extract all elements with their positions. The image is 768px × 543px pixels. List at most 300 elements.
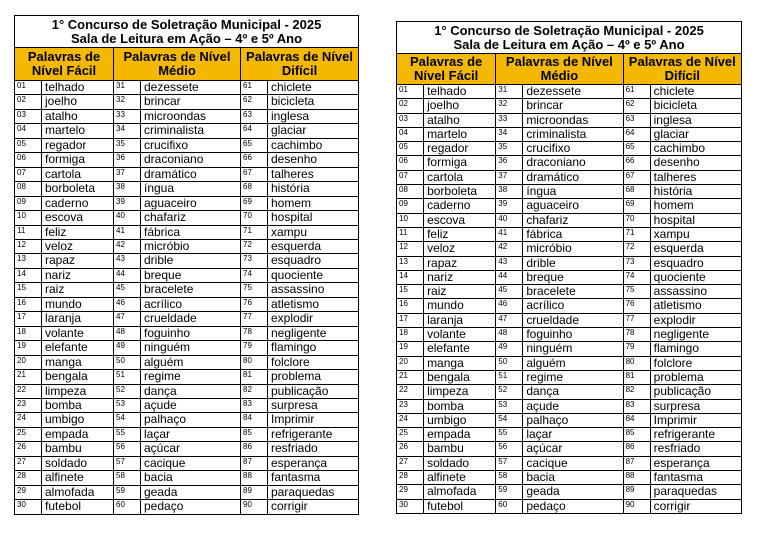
word-number: 75 <box>241 283 268 297</box>
word-number: 59 <box>496 485 523 499</box>
word-cell: nariz <box>42 268 114 282</box>
word-number: 33 <box>496 113 523 127</box>
word-number: 07 <box>397 170 424 184</box>
word-number: 61 <box>241 81 268 95</box>
word-cell: feliz <box>42 225 114 239</box>
word-number: 46 <box>114 297 141 311</box>
table-row <box>397 142 742 156</box>
word-cell: laranja <box>424 313 496 327</box>
word-cell: draconiano <box>141 153 241 167</box>
word-number: 29 <box>15 485 42 499</box>
word-cell: esperança <box>650 456 741 470</box>
word-number: 12 <box>397 242 424 256</box>
table-row <box>15 326 359 340</box>
word-number: 89 <box>241 485 268 499</box>
word-number: 06 <box>15 153 42 167</box>
word-number: 88 <box>241 471 268 485</box>
word-number: 60 <box>496 499 523 513</box>
word-cell: flamingo <box>268 341 359 355</box>
word-cell: mundo <box>424 299 496 313</box>
word-number: 26 <box>397 442 424 456</box>
word-number: 21 <box>397 370 424 384</box>
table-title <box>15 16 359 48</box>
word-number: 47 <box>114 312 141 326</box>
word-number: 90 <box>241 500 268 514</box>
word-cell: manga <box>42 355 114 369</box>
word-number: 43 <box>114 254 141 268</box>
word-cell: bambu <box>42 442 114 456</box>
word-cell: homem <box>268 196 359 210</box>
word-number: 71 <box>241 225 268 239</box>
word-number: 63 <box>241 109 268 123</box>
table-row <box>15 268 359 282</box>
word-cell: açude <box>141 398 241 412</box>
word-cell: chiclete <box>650 85 741 99</box>
word-cell: bracelete <box>141 283 241 297</box>
word-cell: inglesa <box>268 109 359 123</box>
contest-title: 1° Concurso de Soletração Municipal - 2025 <box>51 16 322 32</box>
word-number: 28 <box>397 471 424 485</box>
word-cell: publicação <box>650 385 741 399</box>
table-row <box>15 211 359 225</box>
word-number: 82 <box>623 385 650 399</box>
word-number: 29 <box>397 485 424 499</box>
word-number: 47 <box>496 313 523 327</box>
word-cell: cartola <box>42 167 114 181</box>
word-cell: regador <box>42 138 114 152</box>
table-row <box>397 242 742 256</box>
word-number: 89 <box>623 485 650 499</box>
table-row <box>15 384 359 398</box>
word-cell: fábrica <box>523 227 623 241</box>
word-number: 07 <box>15 167 42 181</box>
word-number: 02 <box>15 95 42 109</box>
word-number: 52 <box>496 385 523 399</box>
table-row <box>15 196 359 210</box>
word-number: 09 <box>397 199 424 213</box>
word-number: 30 <box>15 500 42 514</box>
word-cell: crucifixo <box>523 142 623 156</box>
word-cell: dezessete <box>523 85 623 99</box>
word-cell: bicicleta <box>268 95 359 109</box>
word-cell: ninguém <box>141 341 241 355</box>
word-number: 01 <box>397 85 424 99</box>
word-cell: rapaz <box>42 254 114 268</box>
word-number: 31 <box>496 85 523 99</box>
word-cell: joelho <box>42 95 114 109</box>
table-row <box>15 485 359 499</box>
word-cell: esquadro <box>650 256 741 270</box>
word-number: 04 <box>397 127 424 141</box>
word-cell: martelo <box>42 124 114 138</box>
table-row <box>397 485 742 499</box>
word-number: 31 <box>114 81 141 95</box>
table-row <box>397 370 742 384</box>
word-cell: aguaceiro <box>523 199 623 213</box>
word-number: 64 <box>241 124 268 138</box>
word-cell: brincar <box>523 99 623 113</box>
word-number: 44 <box>496 270 523 284</box>
word-cell: dramático <box>141 167 241 181</box>
word-cell: bacia <box>523 471 623 485</box>
word-cell: formiga <box>42 153 114 167</box>
word-cell: homem <box>650 199 741 213</box>
word-cell: atletismo <box>268 297 359 311</box>
word-cell: palhaço <box>523 413 623 427</box>
table-row <box>15 95 359 109</box>
word-cell: alfinete <box>424 471 496 485</box>
word-cell: Imprimir <box>650 413 741 427</box>
word-number: 76 <box>623 299 650 313</box>
word-cell: problema <box>650 370 741 384</box>
table-row <box>397 499 742 513</box>
word-number: 58 <box>114 471 141 485</box>
word-number: 10 <box>397 213 424 227</box>
word-number: 32 <box>496 99 523 113</box>
word-cell: açúcar <box>141 442 241 456</box>
word-number: 45 <box>114 283 141 297</box>
word-number: 03 <box>397 113 424 127</box>
table-row <box>397 299 742 313</box>
table-row <box>397 356 742 370</box>
word-number: 15 <box>397 285 424 299</box>
word-number: 10 <box>15 211 42 225</box>
table-row <box>397 413 742 427</box>
word-number: 28 <box>15 471 42 485</box>
word-number: 55 <box>496 428 523 442</box>
word-cell: alguém <box>523 356 623 370</box>
table-row <box>397 170 742 184</box>
word-cell: criminalista <box>523 127 623 141</box>
word-number: 61 <box>623 85 650 99</box>
word-number: 70 <box>623 213 650 227</box>
contest-subtitle: Sala de Leitura em Ação – 4º e 5º Ano <box>71 30 303 46</box>
word-cell: almofada <box>42 485 114 499</box>
word-number: 69 <box>241 196 268 210</box>
table-row <box>397 213 742 227</box>
word-cell: atletismo <box>650 299 741 313</box>
word-cell: fábrica <box>141 225 241 239</box>
word-cell: empada <box>42 427 114 441</box>
word-cell: história <box>650 185 741 199</box>
word-number: 66 <box>241 153 268 167</box>
word-number: 44 <box>114 268 141 282</box>
word-number: 49 <box>114 341 141 355</box>
word-cell: bengala <box>42 370 114 384</box>
word-number: 37 <box>114 167 141 181</box>
word-number: 36 <box>114 153 141 167</box>
word-number: 63 <box>623 113 650 127</box>
word-cell: dança <box>523 385 623 399</box>
word-number: 51 <box>114 370 141 384</box>
table-row <box>15 254 359 268</box>
word-number: 90 <box>623 499 650 513</box>
table-row <box>15 341 359 355</box>
word-number: 84 <box>241 413 268 427</box>
word-number: 87 <box>241 456 268 470</box>
word-cell: xampu <box>650 227 741 241</box>
table-row <box>397 456 742 470</box>
table-row <box>397 342 742 356</box>
word-number: 64 <box>623 127 650 141</box>
word-number: 18 <box>397 328 424 342</box>
word-number: 60 <box>114 500 141 514</box>
word-cell: acrílico <box>523 299 623 313</box>
word-cell: folclore <box>650 356 741 370</box>
table-row <box>397 127 742 141</box>
word-cell: cacique <box>141 456 241 470</box>
word-cell: caderno <box>42 196 114 210</box>
word-number: 70 <box>241 211 268 225</box>
word-number: 16 <box>15 297 42 311</box>
word-cell: breque <box>141 268 241 282</box>
word-cell: geada <box>141 485 241 499</box>
word-cell: chiclete <box>268 81 359 95</box>
word-cell: explodir <box>650 313 741 327</box>
table-row <box>15 239 359 253</box>
header-easy-level: Palavras de Nível Fácil <box>15 48 114 81</box>
word-cell: regador <box>424 142 496 156</box>
word-number: 23 <box>15 398 42 412</box>
word-number: 17 <box>15 312 42 326</box>
word-number: 33 <box>114 109 141 123</box>
word-cell: esquadro <box>268 254 359 268</box>
word-number: 48 <box>496 328 523 342</box>
word-number: 50 <box>496 356 523 370</box>
word-number: 11 <box>397 227 424 241</box>
spelling-word-table <box>396 21 742 514</box>
word-cell: regime <box>523 370 623 384</box>
word-cell: surpresa <box>268 398 359 412</box>
word-cell: veloz <box>424 242 496 256</box>
word-number: 66 <box>623 156 650 170</box>
word-cell: resfriado <box>268 442 359 456</box>
word-cell: draconiano <box>523 156 623 170</box>
word-number: 68 <box>241 182 268 196</box>
word-cell: laçar <box>523 428 623 442</box>
word-number: 54 <box>114 413 141 427</box>
word-cell: flamingo <box>650 342 741 356</box>
word-number: 83 <box>241 398 268 412</box>
word-cell: dança <box>141 384 241 398</box>
word-cell: problema <box>268 370 359 384</box>
word-cell: elefante <box>42 341 114 355</box>
word-cell: esquerda <box>650 242 741 256</box>
header-hard-level: Palavras de Nível Difícil <box>623 54 741 85</box>
word-cell: volante <box>424 328 496 342</box>
table-row <box>15 355 359 369</box>
word-number: 81 <box>623 370 650 384</box>
word-cell: quociente <box>268 268 359 282</box>
table-row <box>397 270 742 284</box>
word-cell: folclore <box>268 355 359 369</box>
word-number: 38 <box>496 185 523 199</box>
word-cell: volante <box>42 326 114 340</box>
word-number: 73 <box>623 256 650 270</box>
word-cell: desenho <box>650 156 741 170</box>
word-cell: corrigir <box>268 500 359 514</box>
table-row <box>15 456 359 470</box>
table-row <box>15 153 359 167</box>
word-cell: nariz <box>424 270 496 284</box>
table-row <box>15 312 359 326</box>
header-hard-level: Palavras de Nível Difícil <box>241 48 359 81</box>
word-cell: umbigo <box>424 413 496 427</box>
word-cell: negligente <box>650 328 741 342</box>
word-number: 01 <box>15 81 42 95</box>
word-number: 74 <box>623 270 650 284</box>
word-cell: paraquedas <box>650 485 741 499</box>
contest-title: 1° Concurso de Soletração Municipal - 2025 <box>434 22 704 38</box>
word-cell: xampu <box>268 225 359 239</box>
word-number: 46 <box>496 299 523 313</box>
table-row <box>15 109 359 123</box>
word-number: 69 <box>623 199 650 213</box>
table-row <box>397 385 742 399</box>
word-list-sheet-right <box>396 21 742 514</box>
word-number: 79 <box>241 341 268 355</box>
word-cell: hospital <box>650 213 741 227</box>
word-cell: microondas <box>523 113 623 127</box>
word-cell: breque <box>523 270 623 284</box>
word-number: 83 <box>623 399 650 413</box>
table-row <box>15 283 359 297</box>
word-number: 42 <box>114 239 141 253</box>
word-cell: bacia <box>141 471 241 485</box>
word-cell: regime <box>141 370 241 384</box>
word-cell: inglesa <box>650 113 741 127</box>
word-cell: bengala <box>424 370 496 384</box>
word-number: 06 <box>397 156 424 170</box>
table-row <box>15 500 359 514</box>
table-row <box>15 413 359 427</box>
word-number: 51 <box>496 370 523 384</box>
word-number: 85 <box>623 428 650 442</box>
word-cell: criminalista <box>141 124 241 138</box>
word-cell: ninguém <box>523 342 623 356</box>
word-number: 20 <box>397 356 424 370</box>
table-row <box>397 99 742 113</box>
table-row <box>397 442 742 456</box>
word-number: 19 <box>15 341 42 355</box>
word-number: 65 <box>623 142 650 156</box>
word-number: 88 <box>623 471 650 485</box>
word-cell: joelho <box>424 99 496 113</box>
word-cell: foguinho <box>523 328 623 342</box>
word-cell: dramático <box>523 170 623 184</box>
word-number: 22 <box>397 385 424 399</box>
word-number: 19 <box>397 342 424 356</box>
word-cell: raiz <box>42 283 114 297</box>
table-row <box>397 428 742 442</box>
word-number: 37 <box>496 170 523 184</box>
word-number: 72 <box>623 242 650 256</box>
word-cell: telhado <box>424 85 496 99</box>
word-cell: pedaço <box>141 500 241 514</box>
word-number: 57 <box>496 456 523 470</box>
word-number: 54 <box>496 413 523 427</box>
word-cell: veloz <box>42 239 114 253</box>
table-row <box>397 313 742 327</box>
word-number: 25 <box>397 428 424 442</box>
word-number: 27 <box>397 456 424 470</box>
word-cell: hospital <box>268 211 359 225</box>
word-cell: limpeza <box>42 384 114 398</box>
table-row <box>15 182 359 196</box>
word-number: 77 <box>241 312 268 326</box>
table-row <box>15 138 359 152</box>
table-row <box>397 256 742 270</box>
word-cell: soldado <box>42 456 114 470</box>
word-number: 52 <box>114 384 141 398</box>
word-cell: fantasma <box>268 471 359 485</box>
word-number: 78 <box>241 326 268 340</box>
word-number: 57 <box>114 456 141 470</box>
word-number: 42 <box>496 242 523 256</box>
word-cell: micróbio <box>523 242 623 256</box>
word-cell: bracelete <box>523 285 623 299</box>
word-number: 58 <box>496 471 523 485</box>
word-number: 62 <box>623 99 650 113</box>
word-number: 04 <box>15 124 42 138</box>
word-cell: cartola <box>424 170 496 184</box>
word-number: 86 <box>241 442 268 456</box>
word-number: 40 <box>114 211 141 225</box>
word-cell: pedaço <box>523 499 623 513</box>
word-cell: drible <box>523 256 623 270</box>
word-number: 72 <box>241 239 268 253</box>
word-cell: dezessete <box>141 81 241 95</box>
word-cell: cacique <box>523 456 623 470</box>
word-number: 35 <box>496 142 523 156</box>
word-number: 48 <box>114 326 141 340</box>
word-cell: bicicleta <box>650 99 741 113</box>
word-number: 73 <box>241 254 268 268</box>
word-cell: elefante <box>424 342 496 356</box>
word-number: 74 <box>241 268 268 282</box>
word-cell: fantasma <box>650 471 741 485</box>
contest-subtitle: Sala de Leitura em Ação – 4º e 5º Ano <box>453 36 685 52</box>
word-cell: íngua <box>523 185 623 199</box>
table-row <box>15 81 359 95</box>
word-number: 39 <box>114 196 141 210</box>
word-number: 13 <box>397 256 424 270</box>
table-row <box>397 399 742 413</box>
word-cell: glaciar <box>650 127 741 141</box>
word-number: 08 <box>15 182 42 196</box>
word-cell: negligente <box>268 326 359 340</box>
word-cell: martelo <box>424 127 496 141</box>
word-number: 62 <box>241 95 268 109</box>
word-number: 11 <box>15 225 42 239</box>
word-number: 17 <box>397 313 424 327</box>
word-number: 21 <box>15 370 42 384</box>
word-number: 76 <box>241 297 268 311</box>
word-number: 24 <box>15 413 42 427</box>
word-cell: Imprimir <box>268 413 359 427</box>
word-number: 05 <box>397 142 424 156</box>
word-cell: atalho <box>424 113 496 127</box>
word-cell: história <box>268 182 359 196</box>
word-number: 35 <box>114 138 141 152</box>
word-number: 30 <box>397 499 424 513</box>
word-cell: geada <box>523 485 623 499</box>
word-cell: caderno <box>424 199 496 213</box>
word-number: 81 <box>241 370 268 384</box>
word-number: 71 <box>623 227 650 241</box>
word-cell: desenho <box>268 153 359 167</box>
word-cell: borboleta <box>424 185 496 199</box>
